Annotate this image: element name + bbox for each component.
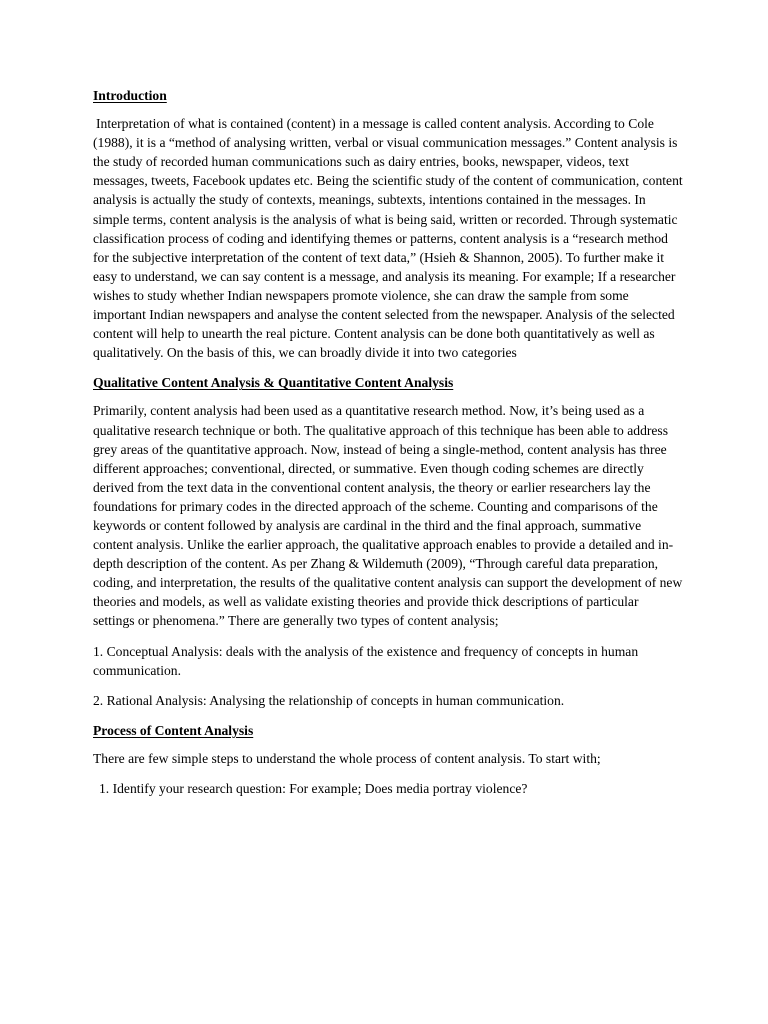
list-item: 2. Rational Analysis: Analysing the relationship of concepts in human communication.	[93, 692, 565, 708]
paragraph: There are few simple steps to understand the whole process of content analysis. To start with;	[93, 750, 601, 766]
document-body	[93, 86, 683, 798]
section-introduction	[93, 86, 683, 362]
paragraph: Interpretation of what is contained (content) in a message is called content analysis. According to Cole (1988), it is a “method of analysing written, verbal or visual communication messages.” Content analysis is the study of recorded human communications such as dairy entries, books, newspaper, videos, text messages, tweets, Facebook updates etc. Being the scientific study of the content of communication, content analysis is actually the study of contexts, meanings, subtexts, intentions contained in the messages. In simple terms, content analysis is the analysis of what is being said, written or recorded. Through systematic classification process of coding and identifying themes or patterns, content analysis is a “research method for the subjective interpretation of the content of text data,” (Hsieh & Shannon, 2005). To further make it easy to understand, we can say content is a message, and analysis its meaning. For example; If a researcher wishes to study whether Indian newspapers promote violence, she can draw the sample from some important Indian newspapers and analyse the content selected from the newspaper. Analysis of the selected content will help to unearth the real picture. Content analysis can be done both quantitatively as well as qualitatively. On the basis of this, we can broadly divide it into two categories	[93, 116, 683, 361]
section-qualitative-quantitative	[93, 373, 683, 710]
list-item: 1. Conceptual Analysis: deals with the analysis of the existence and frequency of concepts in human communication.	[93, 643, 639, 678]
section-heading: Process of Content Analysis	[93, 722, 254, 738]
list-item: 1. Identify your research question: For example; Does media portray violence?	[99, 781, 528, 796]
section-heading: Introduction	[93, 88, 167, 103]
section-process	[93, 721, 683, 798]
section-heading: Qualitative Content Analysis & Quantitative Content Analysis	[93, 375, 454, 391]
paragraph: Primarily, content analysis had been used as a quantitative research method. Now, it’s being used as a qualitative research technique or both. The qualitative approach of this technique has been able to address grey areas of the quantitative approach. Now, instead of being a single-method, content analysis has three different approaches; conventional, directed, or summative. Even though coding schemes are directly derived from the text data in the conventional content analysis, the theory or earlier researchers lay the foundations for primary codes in the directed approach of the scheme. Counting and comparisons of the keywords or content followed by analysis are cardinal in the third and the final approach, summative content analysis. Unlike the earlier approach, the qualitative approach enables to provide a detailed and in-depth description of the content. As per Zhang & Wildemuth (2009), “Through careful data preparation, coding, and interpretation, the results of the qualitative content analysis can support the development of new theories and models, as well as validate existing theories and provide thick descriptions of particular settings or phenomena.” There are generally two types of content analysis;	[93, 403, 683, 629]
